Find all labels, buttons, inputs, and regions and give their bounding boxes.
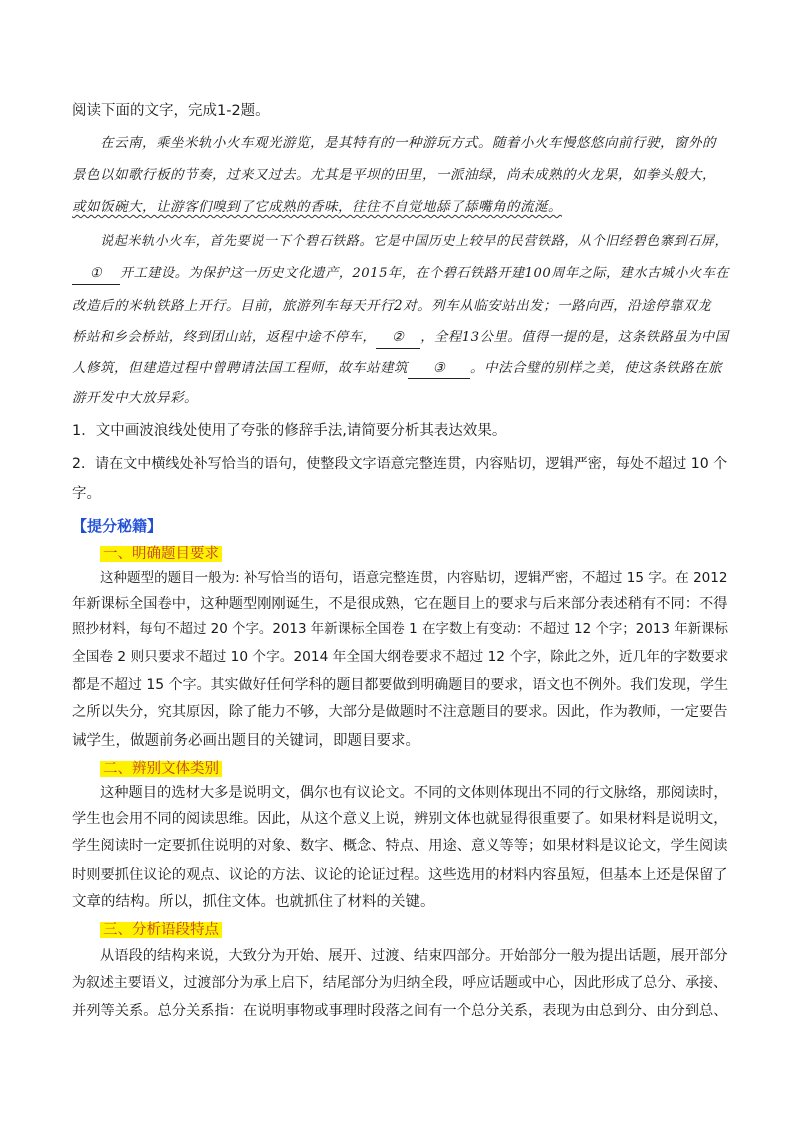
section-line: 为叙述主要语义，过渡部分为承上启下，结尾部分为归纳全段，呼应话题或中心，因此形成了总分、承接、 — [72, 975, 728, 991]
section-line: 并列等关系。总分关系指：在说明事物或事理时段落之间有一个总分关系，表现为由总到分、由分到总、 — [72, 1003, 728, 1019]
section-line: 这种题型的题目一般为: 补写恰当的语句，语意完整连贯，内容贴切，逻辑严密，不超过 15 字。在 2012 — [100, 570, 728, 586]
passage-line: 游开发中大放异彩。 — [72, 390, 198, 406]
section-line: 学生阅读时一定要抓住说明的对象、数字、概念、特点、用途、意义等等；如果材料是议论文，学生阅读 — [72, 838, 728, 854]
passage-line: 景色以如歌行板的节奏，过来又过去。尤其是平坝的田里，一派油绿，尚未成熟的火龙果，如拳头般大， — [72, 167, 716, 183]
passage-line: 改造后的米轨铁路上开行。目前，旅游列车每天开行2对。列车从临安站出发；一路向西，沿途停靠双龙 — [72, 298, 712, 314]
passage-line — [72, 264, 729, 285]
section-line: 诫学生，做题前务必画出题目的关键词，即题目要求。 — [72, 733, 420, 749]
section-line: 照抄材料，每句不超过 20 个字。2013 年新课标全国卷 1 在字数上有变动：不超过 12 个字；2013 年新课标 — [72, 622, 728, 637]
section-heading — [100, 544, 222, 564]
question-1: 1．文中画波浪线处使用了夸张的修辞手法,请简要分析其表达效果。 — [72, 423, 507, 439]
section-heading-text: 三、分析语段特点 — [100, 922, 222, 938]
section-heading — [100, 759, 222, 779]
passage-line — [72, 328, 729, 349]
section-line: 都是不超过 15 个字。其实做好任何学科的题目都要做到明确题目的要求，语文也不例外。我们发现，学生 — [72, 677, 728, 693]
section-line: 从语段的结构来说，大致分为开始、展开、过渡、结束四部分。开始部分一般为提出话题，展开部分 — [100, 948, 728, 964]
fill-blank-3[interactable]: ③ — [408, 358, 470, 379]
section-line: 年新课标全国卷中，这种题型刚刚诞生，不是很成熟，它在题目上的要求与后来部分表述稍有不同：不得 — [72, 596, 728, 612]
section-heading-text: 二、辨别文体类别 — [100, 761, 222, 777]
section-heading — [100, 920, 222, 940]
section-heading-text: 一、明确题目要求 — [100, 546, 222, 562]
tips-title: 【提分秘籍】 — [72, 517, 163, 535]
fill-blank-2[interactable]: ② — [376, 328, 420, 349]
section-line: 全国卷 2 则只要求不超过 10 个字。2014 年全国大纲卷要求不超过 12 个字，除此之外，近几年的字数要求 — [72, 649, 729, 665]
passage-line: 在云南，乘坐米轨小火车观光游览，是其特有的一种游玩方式。随着小火车慢悠悠向前行驶，窗外的 — [100, 135, 716, 151]
section-line: 时则要抓住议论的观点、议论的方法、议论的论证过程。这些选用的材料内容虽短，但基本上还是保留了 — [72, 867, 728, 883]
wavy-underlined-text: 或如饭碗大，让游客们嗅到了它成熟的香味，往往不自觉地舔了舔嘴角的流涎。 — [72, 199, 562, 215]
passage-text: ，全程13公里。值得一提的是，这条铁路虽为中国 — [420, 330, 729, 345]
passage-text: 。中法合璧的别样之美，使这条铁路在旅 — [470, 360, 722, 376]
passage-line — [72, 358, 722, 379]
section-line: 学生也会用不同的阅读思维。因此，从这个意义上说，辨别文体也就显得很重要了。如果材料是说明文， — [72, 811, 728, 827]
question-2: 2．请在文中横线处补写恰当的语句，使整段文字语意完整连贯，内容贴切，逻辑严密，每处不超过 10 个 — [72, 456, 728, 472]
passage-text: 开工建设。为保护这一历史文化遗产，2015年，在个碧石铁路开建100周年之际，建水古城小火车在 — [120, 266, 730, 281]
passage-text: 桥站和乡会桥站，终到团山站，返程中途不停车， — [72, 330, 377, 345]
reading-intro: 阅读下面的文字，完成1-2题。 — [72, 103, 270, 119]
passage-line-wavy — [72, 197, 562, 217]
passage-line: 说起米轨小火车，首先要说一下个碧石铁路。它是中国历史上较早的民营铁路，从个旧经碧色寨到石屏， — [100, 234, 729, 249]
passage-text: 人修筑，但建造过程中曾聘请法国工程师，故车站建筑 — [72, 360, 408, 376]
section-line: 之所以失分，究其原因，除了能力不够，大部分是做题时不注意题目的要求。因此，作为教师，一定要告 — [72, 704, 728, 720]
question-2-continued: 字。 — [72, 486, 101, 502]
fill-blank-1[interactable]: ① — [72, 264, 120, 285]
section-line: 这种题目的选材大多是说明文，偶尔也有议论文。不同的文体则体现出不同的行文脉络，那阅读时， — [100, 785, 728, 801]
section-line: 文章的结构。所以，抓住文体。也就抓住了材料的关键。 — [72, 894, 435, 910]
